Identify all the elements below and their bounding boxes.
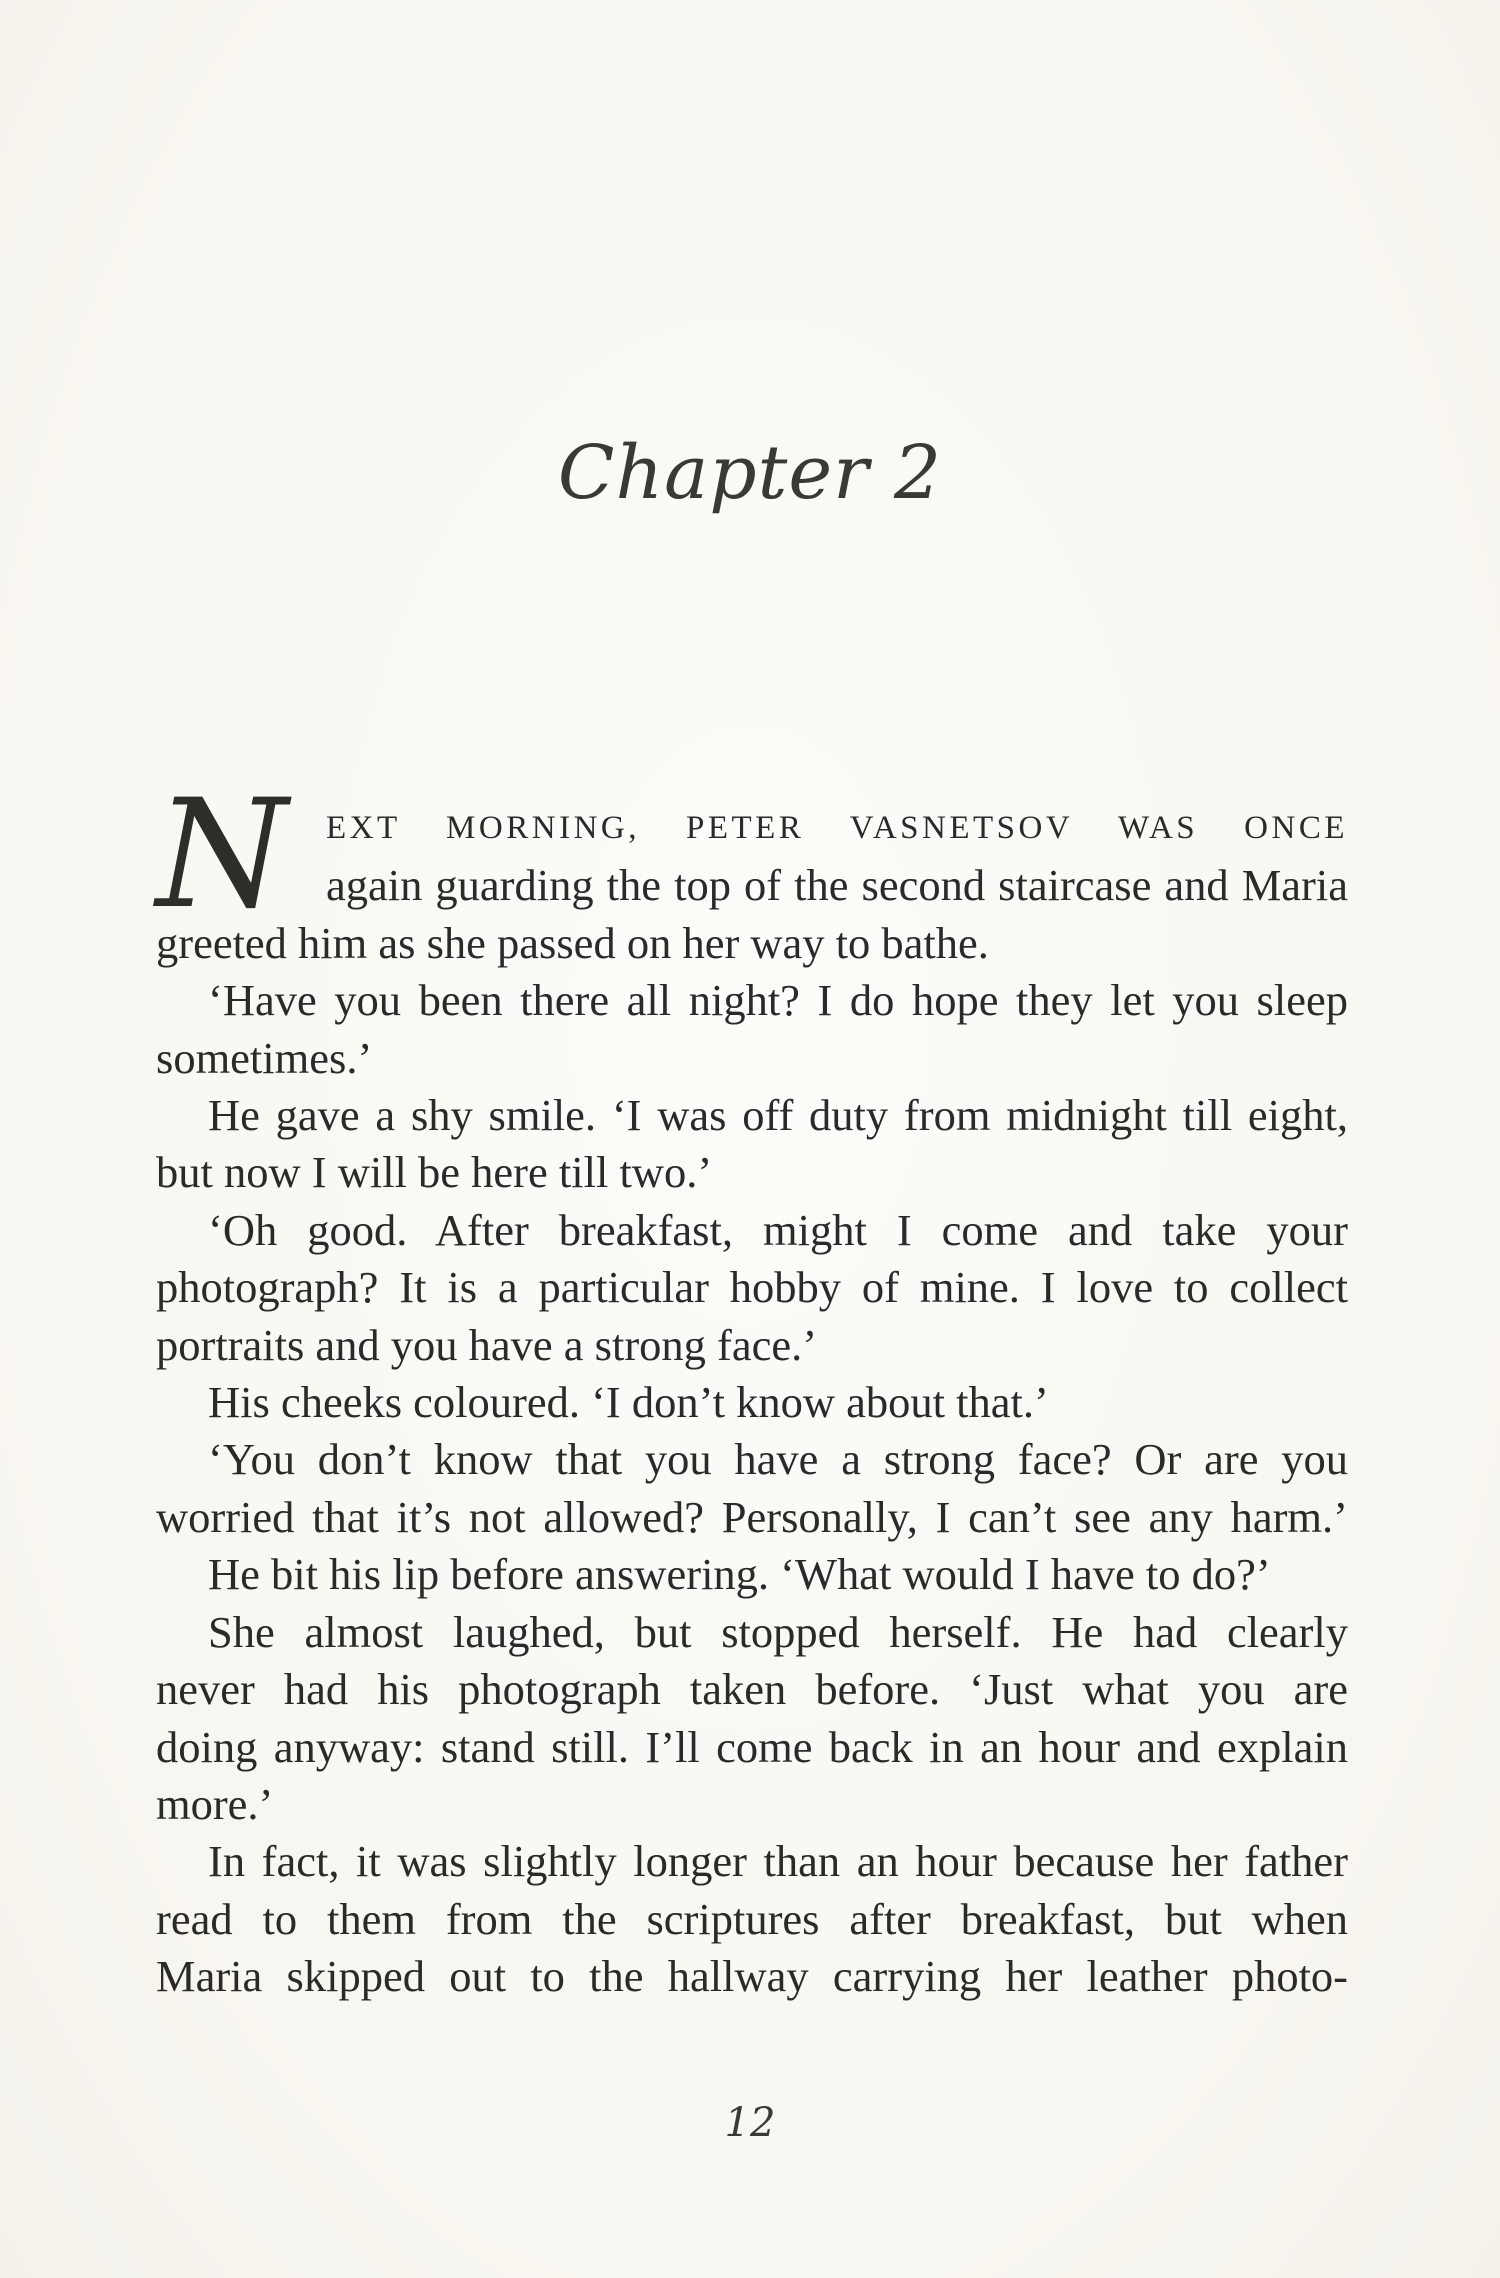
- text-line: ‘You don’t know that you have a strong face? Or are you: [208, 1434, 1348, 1485]
- text-line: worried that it’s not allowed? Personally, I can’t see any harm.’: [156, 1491, 1348, 1542]
- text-line: greeted him as she passed on her way to bathe.: [156, 917, 989, 968]
- page-number: 12: [724, 2100, 776, 2146]
- chapter-title: Chapter 2: [557, 430, 943, 516]
- text-line: doing anyway: stand still. I’ll come back in an hour and explain: [156, 1721, 1348, 1772]
- text-line: He gave a shy smile. ‘I was off duty from midnight till eight,: [208, 1090, 1348, 1141]
- text-line: He bit his lip before answering. ‘What would I have to do?’: [208, 1549, 1271, 1600]
- text-line: again guarding the top of the second staircase and Maria: [326, 860, 1348, 911]
- text-line: His cheeks coloured. ‘I don’t know about that.’: [208, 1377, 1049, 1428]
- text-line: never had his photograph taken before. ‘Just what you are: [156, 1664, 1348, 1715]
- body-text: [156, 800, 1348, 2006]
- text-line: more.’: [156, 1778, 274, 1829]
- text-line: but now I will be here till two.’: [156, 1147, 713, 1198]
- text-line: ‘Oh good. After breakfast, might I come and take your: [208, 1204, 1348, 1255]
- text-line: She almost laughed, but stopped herself. He had clearly: [208, 1606, 1348, 1657]
- text-line: photograph? It is a particular hobby of mine. I love to collect: [156, 1262, 1348, 1313]
- text-line: portraits and you have a strong face.’: [156, 1319, 818, 1370]
- text-line: Maria skipped out to the hallway carrying her leather photo-: [156, 1951, 1348, 2002]
- text-line: ‘Have you been there all night? I do hope they let you sleep: [208, 975, 1348, 1026]
- drop-cap: N: [156, 768, 288, 942]
- text-line: In fact, it was slightly longer than an hour because her father: [208, 1836, 1348, 1887]
- text-line: EXT MORNING, PETER VASNETSOV WAS ONCE: [326, 810, 1348, 846]
- text-line: sometimes.’: [156, 1032, 373, 1083]
- text-line: read to them from the scriptures after breakfast, but when: [156, 1893, 1348, 1944]
